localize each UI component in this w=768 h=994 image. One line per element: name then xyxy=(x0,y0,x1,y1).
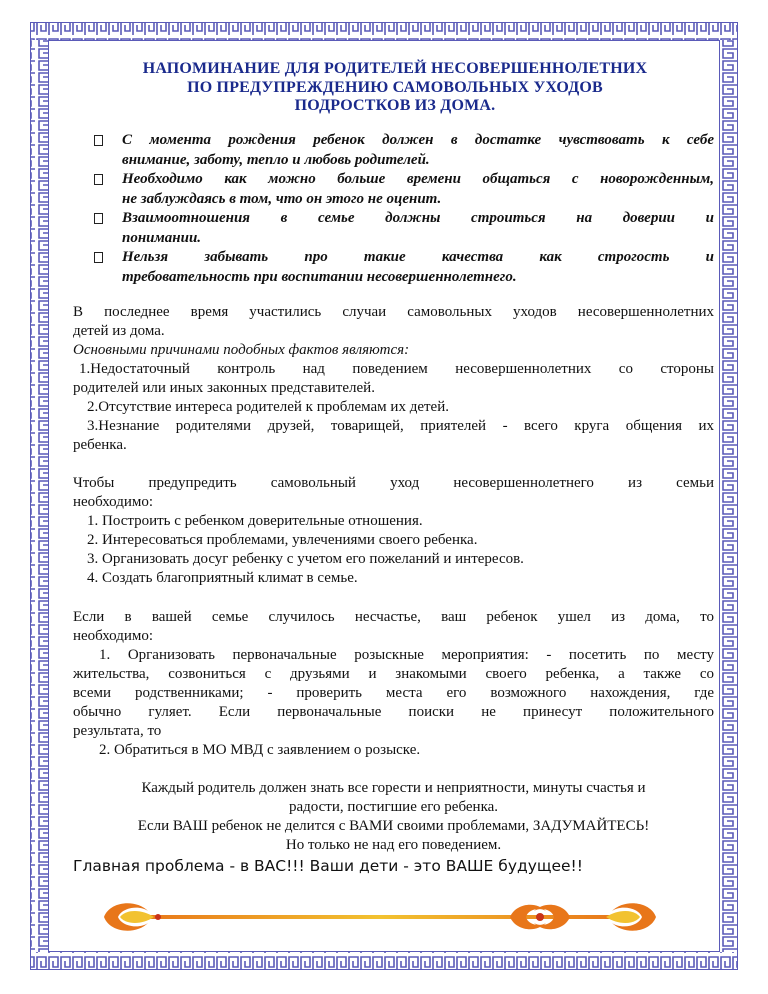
title-line-1: НАПОМИНАНИЕ ДЛЯ РОДИТЕЛЕЙ НЕСОВЕРШЕННОЛЕТНИХ xyxy=(142,60,648,77)
causes-intro-line-1: В последнее время участились случаи самовольных уходов несовершеннолетних xyxy=(73,304,714,320)
tip-line-1: Нельзя забывать про такие качества как строгость и xyxy=(122,249,714,265)
tips-list xyxy=(92,131,714,287)
ornament-bar xyxy=(140,915,620,919)
cause-item-1-line-1: 1.Недостаточный контроль над поведением несовершеннолетних со стороны xyxy=(79,361,714,377)
checkbox-bullet-icon xyxy=(94,252,103,263)
causes-intro-line-2: детей из дома. xyxy=(73,323,165,339)
prevention-intro-line-2: необходимо: xyxy=(73,494,154,510)
closing-slogan: Главная проблема - в ВАС!!! Ваши дети - это ВАШЕ будущее!! xyxy=(73,857,583,875)
closing-line-2: радости, постигшие его ребенка. xyxy=(288,799,499,815)
cause-item-2: 2.Отсутствие интереса родителей к проблемам их детей. xyxy=(87,399,449,415)
checkbox-bullet-icon xyxy=(94,213,103,224)
emergency-intro-line-2: необходимо: xyxy=(73,628,154,644)
emergency-step-1-line-5: результата, то xyxy=(73,723,162,739)
center-flourish-icon xyxy=(510,905,570,930)
tip-line-1: С момента рождения ребенок должен в достатке чувствовать к себе xyxy=(122,132,714,148)
emergency-step-1-line-4: обычно гуляет. Если первоначальные поиски не принесут положительного xyxy=(73,704,714,720)
prevention-section xyxy=(73,474,714,588)
closing-line-1: Каждый родитель должен знать все горести и неприятности, минуты счастья и xyxy=(141,780,646,796)
emergency-step-2: 2. Обратиться в МО МВД с заявлением о розыске. xyxy=(99,742,421,758)
right-flourish-icon xyxy=(606,903,656,930)
causes-section xyxy=(73,303,714,455)
tip-line-1: Взаимоотношения в семье должны строиться на доверии и xyxy=(122,210,714,226)
page-title xyxy=(95,60,695,116)
cause-item-1-line-2: родителей или иных законных представителей. xyxy=(73,380,375,396)
prevention-item: 2. Интересоваться проблемами, увлечениями своего ребенка. xyxy=(87,532,478,548)
tip-item xyxy=(92,170,714,209)
cause-item-3-line-1: 3.Незнание родителями друзей, товарищей, приятелей - всего круга общения их xyxy=(87,418,714,434)
title-line-2: ПО ПРЕДУПРЕЖДЕНИЮ САМОВОЛЬНЫХ УХОДОВ xyxy=(187,78,603,96)
tip-item xyxy=(92,209,714,248)
prevention-item: 3. Организовать досуг ребенку с учетом его пожеланий и интересов. xyxy=(87,551,524,567)
closing-line-4: Но только не над его поведением. xyxy=(285,837,502,853)
checkbox-bullet-icon xyxy=(94,174,103,185)
tip-line-2: понимании. xyxy=(122,229,202,246)
ornament-divider xyxy=(100,895,660,941)
title-line-3: ПОДРОСТКОВ ИЗ ДОМА. xyxy=(294,97,496,114)
emergency-intro-line-1: Если в вашей семье случилось несчастье, ваш ребенок ушел из дома, то xyxy=(73,609,714,625)
tip-item xyxy=(92,131,714,170)
emergency-step-1-line-3: всеми родственниками; - проверить места его возможного нахождения, где xyxy=(73,685,714,701)
emergency-step-1-line-1: 1. Организовать первоначальные розыскные мероприятия: - посетить по месту xyxy=(99,647,714,663)
tip-line-2: требовательность при воспитании несовершеннолетнего. xyxy=(122,268,517,285)
causes-heading: Основными причинами подобных фактов являются: xyxy=(73,342,410,358)
checkbox-bullet-icon xyxy=(94,135,103,146)
tip-line-2: внимание, заботу, тепло и любовь родителей. xyxy=(122,151,430,168)
closing-section xyxy=(73,779,714,855)
prevention-intro-line-1: Чтобы предупредить самовольный уход несовершеннолетнего из семьи xyxy=(73,475,714,491)
left-flourish-icon xyxy=(104,903,161,930)
tip-line-1: Необходимо как можно больше времени общаться с новорожденным, xyxy=(122,171,714,187)
tip-line-2: не заблуждаясь в том, что он этого не оценит. xyxy=(122,190,442,207)
tip-item xyxy=(92,248,714,287)
cause-item-3-line-2: ребенка. xyxy=(73,437,127,453)
prevention-item: 1. Построить с ребенком доверительные отношения. xyxy=(87,513,423,529)
emergency-section xyxy=(73,608,714,760)
emergency-step-1-line-2: жительства, созвониться с друзьями и знакомыми своего ребенка, а также со xyxy=(73,666,714,682)
prevention-item: 4. Создать благоприятный климат в семье. xyxy=(87,570,358,586)
closing-line-3: Если ВАШ ребенок не делится с ВАМИ своими проблемами, ЗАДУМАЙТЕСЬ! xyxy=(137,818,650,834)
